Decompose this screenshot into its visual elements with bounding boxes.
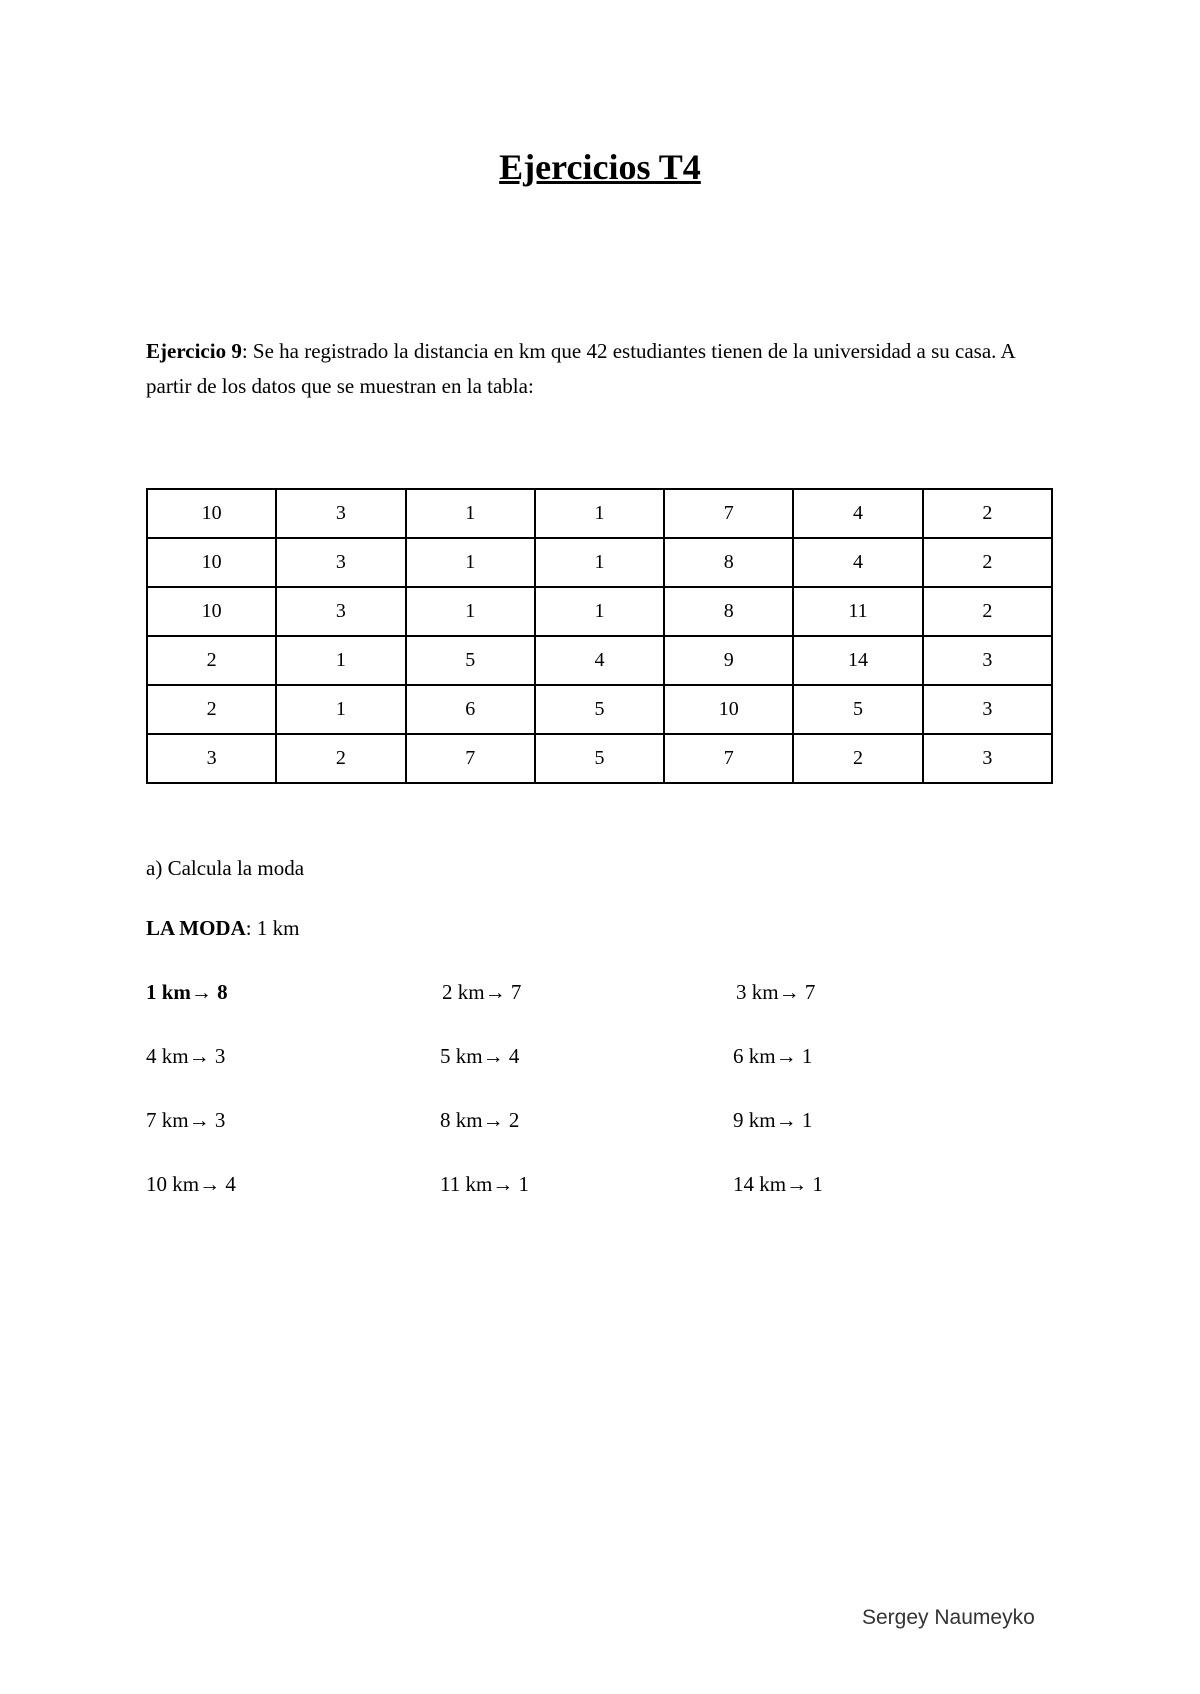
table-cell: 5 — [535, 734, 664, 783]
table-cell: 8 — [664, 538, 793, 587]
table-row — [147, 734, 1052, 783]
table-cell: 7 — [664, 734, 793, 783]
table-cell: 1 — [406, 489, 535, 538]
table-cell: 3 — [276, 587, 405, 636]
table-cell: 1 — [276, 685, 405, 734]
table-cell: 3 — [147, 734, 276, 783]
frequency-item: 7 km→ 3 — [146, 1108, 226, 1132]
table-cell: 1 — [406, 587, 535, 636]
frequency-item: 11 km→ 1 — [440, 1172, 530, 1196]
mode-value: : 1 km — [245, 916, 300, 940]
table-cell: 9 — [664, 636, 793, 685]
table-cell: 3 — [276, 489, 405, 538]
table-cell: 2 — [923, 489, 1052, 538]
frequency-item: 4 km→ 3 — [146, 1044, 226, 1068]
exercise-label: Ejercicio 9 — [146, 339, 242, 363]
table-cell: 4 — [793, 489, 922, 538]
table-cell: 4 — [535, 636, 664, 685]
table-row — [147, 685, 1052, 734]
table-cell: 6 — [406, 685, 535, 734]
frequency-item: 1 km→ 8 — [146, 980, 228, 1004]
table-cell: 7 — [406, 734, 535, 783]
table-cell: 1 — [535, 538, 664, 587]
table-cell: 2 — [276, 734, 405, 783]
exercise-text: : Se ha registrado la distancia en km que 42 estudiantes tienen de la universidad a su casa. A partir de los datos que se muestran en la tabla: — [146, 339, 1015, 398]
frequency-item: 10 km→ 4 — [146, 1172, 236, 1196]
table-cell: 1 — [535, 587, 664, 636]
frequency-item: 6 km→ 1 — [733, 1044, 813, 1068]
table-cell: 14 — [793, 636, 922, 685]
table-cell: 4 — [793, 538, 922, 587]
frequency-item: 5 km→ 4 — [440, 1044, 520, 1068]
table-cell: 1 — [276, 636, 405, 685]
table-cell: 5 — [793, 685, 922, 734]
page-title: Ejercicios T4 — [499, 147, 701, 187]
table-cell: 1 — [406, 538, 535, 587]
frequency-item: 8 km→ 2 — [440, 1108, 520, 1132]
table-cell: 10 — [147, 587, 276, 636]
table-cell: 7 — [664, 489, 793, 538]
frequency-item: 3 km→ 7 — [736, 980, 816, 1004]
table-cell: 3 — [276, 538, 405, 587]
table-cell: 5 — [406, 636, 535, 685]
table-cell: 5 — [535, 685, 664, 734]
table-cell: 8 — [664, 587, 793, 636]
mode-answer — [146, 916, 299, 941]
table-cell: 2 — [923, 587, 1052, 636]
table-cell: 2 — [923, 538, 1052, 587]
table-cell: 3 — [923, 734, 1052, 783]
table-cell: 10 — [147, 489, 276, 538]
table-cell: 2 — [147, 636, 276, 685]
table-cell: 11 — [793, 587, 922, 636]
table-cell: 2 — [793, 734, 922, 783]
table-cell: 3 — [923, 636, 1052, 685]
frequency-item: 2 km→ 7 — [442, 980, 522, 1004]
author-footer: Sergey Naumeyko — [862, 1606, 1035, 1629]
table-row — [147, 538, 1052, 587]
question-a: a) Calcula la moda — [146, 856, 305, 880]
frequency-item: 14 km→ 1 — [733, 1172, 823, 1196]
table-row — [147, 636, 1052, 685]
table-cell: 3 — [923, 685, 1052, 734]
table-row — [147, 587, 1052, 636]
table-cell: 1 — [535, 489, 664, 538]
table-cell: 10 — [664, 685, 793, 734]
mode-label: LA MODA — [146, 916, 246, 940]
table-cell: 2 — [147, 685, 276, 734]
frequency-item: 9 km→ 1 — [733, 1108, 813, 1132]
distance-table — [146, 488, 1053, 784]
exercise-statement — [146, 334, 1061, 404]
table-row — [147, 489, 1052, 538]
table-cell: 10 — [147, 538, 276, 587]
